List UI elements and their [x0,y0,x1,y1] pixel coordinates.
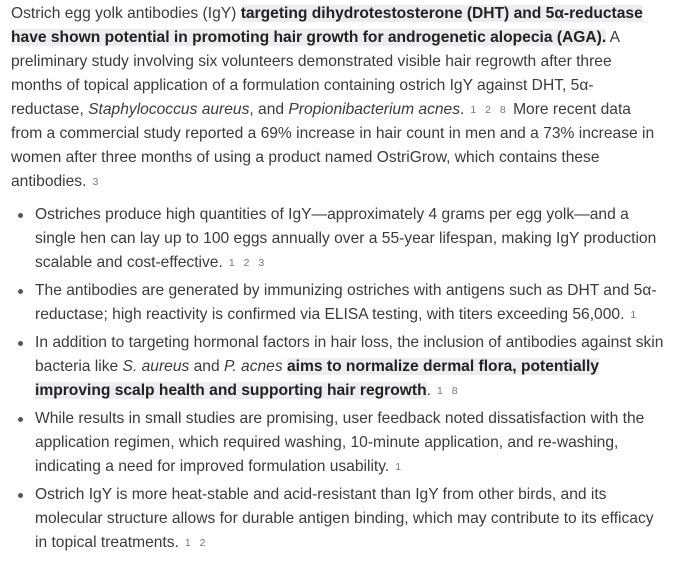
bullet-item [11,407,664,479]
bullet-text: Ostriches produce high quantities of IgY—approximately 4 grams per egg yolk—and a single hen can lay up to 100 eggs annually over a 55-year lifespan, making IgY production scalable and cost-effective. [35,206,657,271]
bullet-species: S. aureus [122,358,190,375]
citation-link[interactable]: 1 8 [436,385,461,397]
citation-link[interactable]: 1 2 [184,537,209,549]
bullet-text: While results in small studies are promising, user feedback noted dissatisfaction with the application regimen, which required washing, 10-minute application, and re-washing, indicating a need for improved formulation usability. [35,410,645,475]
bullet-item [11,203,664,275]
bullet-highlight: aims to normalize dermal flora, potentially improving scalp health and supporting hair regrowth [35,358,599,399]
citation-link[interactable]: 1 [395,461,405,473]
bullet-text: Ostrich IgY is more heat-stable and acid-resistant than IgY from other birds, and its molecular structure allows for durable antigen binding, which may contribute to its efficacy in topical treatments. [35,486,654,551]
citation-link[interactable]: 1 2 3 [228,257,268,269]
bullet-text: In addition to targeting hormonal factors in hair loss, the inclusion of antibodies against skin bacteria like [35,334,664,375]
citation-link[interactable]: 3 [92,176,102,188]
intro-species: Propionibacterium acnes [288,101,461,118]
intro-species: Staphylococcus aureus [88,101,250,118]
intro-text: , and [249,101,289,118]
intro-highlight: targeting dihydrotestosterone (DHT) and 5α-reductase have shown potential in promoting hair growth for androgenetic alopecia (AGA). [11,5,643,46]
bullet-item [11,331,664,403]
bullet-item [11,279,664,327]
intro-text: More recent data from a commercial study reported a 69% increase in hair count in men and a 73% increase in women after three months of using a product named OstriGrow, which contains these antibodies. [11,101,655,190]
intro-text: . [460,101,465,118]
bullet-text: . [426,382,431,399]
intro-text: Ostrich egg yolk antibodies (IgY) [11,5,241,22]
citation-link[interactable]: 1 2 8 [470,104,509,116]
bullet-item [11,483,664,555]
citation-link[interactable]: 1 [630,309,640,321]
bullet-text: and [189,358,224,375]
intro-paragraph [11,2,664,194]
bullet-species: P. acnes [223,358,283,375]
bullet-text: The antibodies are generated by immunizing ostriches with antigens such as DHT and 5α-reductase; high reactivity is confirmed via ELISA testing, with titers exceeding 56,000. [35,282,657,323]
bullet-list [11,203,664,555]
intro-text: A preliminary study involving six volunteers demonstrated visible hair regrowth after three months of topical application of a formulation containing ostrich IgY against DHT, 5α-reductase, [11,29,620,118]
